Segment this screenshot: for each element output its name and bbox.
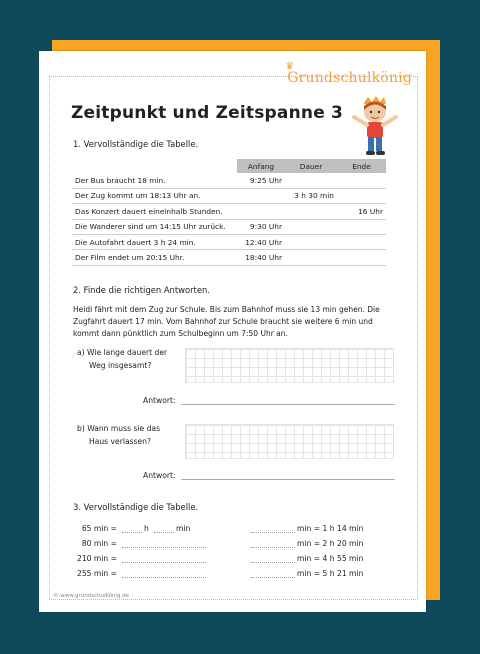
- minutes-blank-right[interactable]: [251, 577, 295, 578]
- hours-blank[interactable]: [122, 532, 142, 533]
- table-row: [72, 250, 386, 265]
- cell-dauer[interactable]: [285, 173, 337, 188]
- conversion-blank-left[interactable]: [122, 547, 206, 548]
- cell-ende[interactable]: [337, 250, 386, 265]
- conversion-blank-left[interactable]: [122, 562, 206, 563]
- conversion-right-text: min = 2 h 20 min: [297, 539, 364, 548]
- cell-anfang[interactable]: 12:40 Uhr: [237, 234, 285, 249]
- answer-label-a: Antwort:: [143, 396, 176, 405]
- worksheet-page: [39, 51, 426, 612]
- conversion-left-text: 210 min =: [77, 554, 118, 563]
- table-row: [72, 204, 386, 219]
- question-a-line2: Weg insgesamt?: [89, 361, 152, 370]
- minutes-blank-right[interactable]: [251, 532, 295, 533]
- table-header-anfang: Anfang: [237, 159, 285, 173]
- footer-copyright: © www.grundschulkönig.de: [53, 593, 130, 599]
- row-text: Die Wanderer sind um 14:15 Uhr zurück.: [72, 219, 237, 234]
- cell-anfang[interactable]: 9:25 Uhr: [237, 173, 285, 188]
- table-header-blank: [72, 159, 237, 173]
- table-row: [72, 188, 386, 203]
- section2-instruction: 2. Finde die richtigen Antworten.: [73, 285, 210, 295]
- minutes-blank[interactable]: [154, 532, 174, 533]
- section3-instruction: 3. Vervollständige die Tabelle.: [73, 502, 199, 512]
- logo-text: Grundschulkönig: [287, 70, 412, 86]
- calculation-grid-a[interactable]: [185, 348, 394, 383]
- conversion-right-text: min = 1 h 14 min: [297, 524, 364, 533]
- conversion-left-text: 255 min =: [77, 569, 118, 578]
- question-b-line1: b) Wann muss sie das: [77, 424, 161, 433]
- table-row: [72, 173, 386, 188]
- section1-instruction: 1. Vervollständige die Tabelle.: [73, 139, 199, 149]
- table-time-spans: [72, 159, 386, 266]
- row-text: Der Bus braucht 18 min.: [72, 173, 237, 188]
- cell-anfang[interactable]: [237, 204, 285, 219]
- conversion-right-text: min = 5 h 21 min: [297, 569, 364, 578]
- cell-ende[interactable]: [337, 234, 386, 249]
- answer-line-b[interactable]: [181, 479, 395, 480]
- conversion-left-text: 80 min =: [81, 539, 117, 548]
- conversion-left-text: 65 min =: [81, 524, 117, 533]
- calculation-grid-b[interactable]: [185, 424, 394, 459]
- conversion-blank-left[interactable]: [122, 577, 206, 578]
- table-header-dauer: Dauer: [285, 159, 337, 173]
- page-title: Zeitpunkt und Zeitspanne 3: [71, 103, 344, 123]
- cell-anfang[interactable]: 9:30 Uhr: [237, 219, 285, 234]
- row-text: Das Konzert dauert eineinhalb Stunden.: [72, 204, 237, 219]
- word-problem-text: Heidi fährt mit dem Zug zur Schule. Bis zum Bahnhof muss sie 13 min gehen. Die Zugfahrt dauert 17 min. Vom Bahnhof zur Schule braucht sie weitere 6 min und kommt dann pünktlich zum Schulbeginn um 7:50 Uhr an.: [73, 305, 380, 338]
- cell-dauer[interactable]: [285, 250, 337, 265]
- minutes-blank-right[interactable]: [251, 562, 295, 563]
- minutes-unit: min: [176, 524, 191, 533]
- table-row: [72, 219, 386, 234]
- row-text: Der Zug kommt um 18:13 Uhr an.: [72, 188, 237, 203]
- question-a-line1: a) Wie lange dauert der: [77, 348, 168, 357]
- table-header-ende: Ende: [337, 159, 386, 173]
- row-text: Der Film endet um 20:15 Uhr.: [72, 250, 237, 265]
- crown-icon: ♛: [285, 61, 295, 72]
- conversion-right-text: min = 4 h 55 min: [297, 554, 364, 563]
- row-text: Die Autofahrt dauert 3 h 24 min.: [72, 234, 237, 249]
- cell-dauer[interactable]: 3 h 30 min: [285, 188, 337, 203]
- cell-dauer[interactable]: [285, 204, 337, 219]
- cell-dauer[interactable]: [285, 234, 337, 249]
- cell-ende[interactable]: [337, 173, 386, 188]
- question-b-line2: Haus verlassen?: [89, 437, 152, 446]
- answer-label-b: Antwort:: [143, 471, 176, 480]
- cell-dauer[interactable]: [285, 219, 337, 234]
- boy-illustration-icon: [348, 95, 402, 157]
- cell-ende[interactable]: [337, 188, 386, 203]
- cell-anfang[interactable]: 18:40 Uhr: [237, 250, 285, 265]
- cell-ende[interactable]: 16 Uhr: [337, 204, 386, 219]
- answer-line-a[interactable]: [181, 404, 395, 405]
- minutes-blank-right[interactable]: [251, 547, 295, 548]
- cell-ende[interactable]: [337, 219, 386, 234]
- table-row: [72, 234, 386, 249]
- logo: [285, 61, 412, 86]
- hours-unit: h: [144, 524, 149, 533]
- cell-anfang[interactable]: [237, 188, 285, 203]
